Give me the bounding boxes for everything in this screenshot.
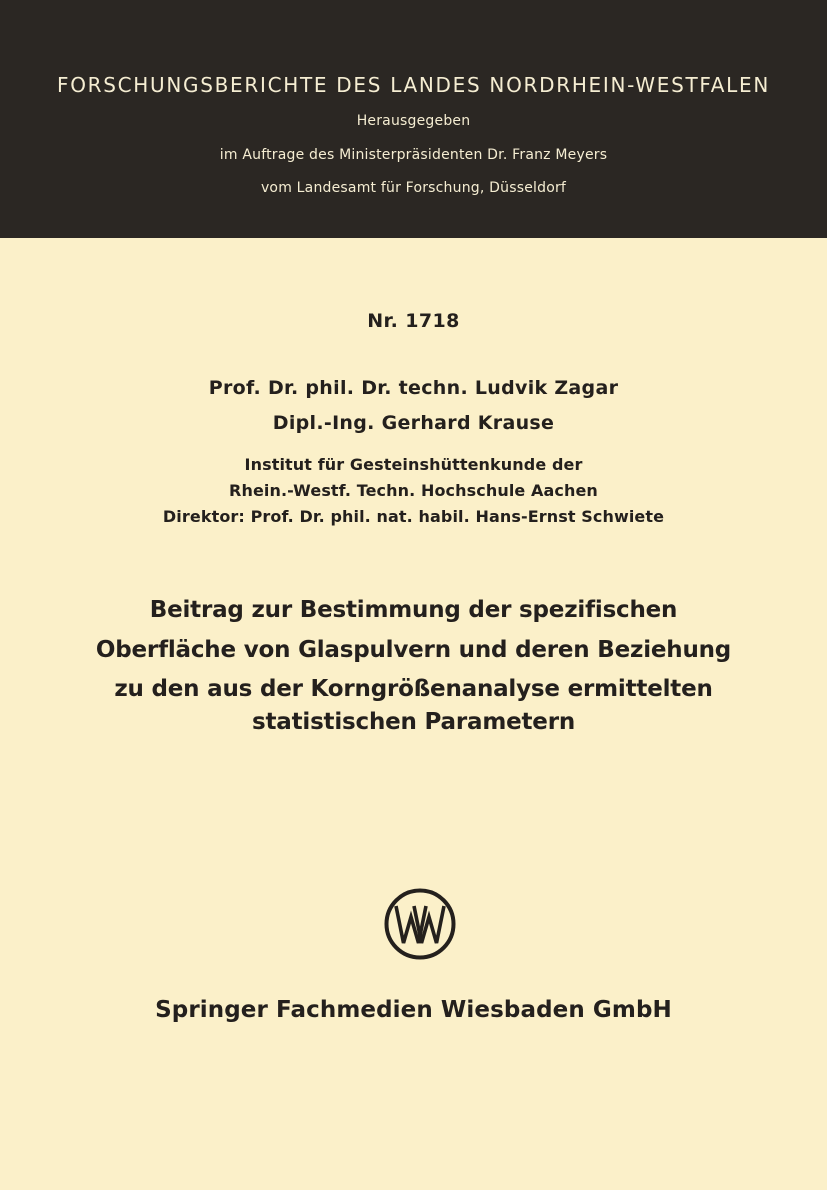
author-1: Prof. Dr. phil. Dr. techn. Ludvik Zagar	[208, 377, 619, 399]
issue-number: Nr. 1718	[367, 310, 460, 332]
work-title-line-1: Beitrag zur Bestimmung der spezifischen	[149, 597, 678, 623]
work-title-line-4: statistischen Parametern	[251, 709, 576, 735]
author-2: Dipl.-Ing. Gerhard Krause	[272, 412, 555, 434]
institution-line-1: Institut für Gesteinshüttenkunde der	[244, 455, 583, 474]
header-line-office: vom Landesamt für Forschung, Düsseldorf	[260, 180, 567, 196]
header-line-editor: Herausgegeben	[356, 113, 471, 129]
header-band	[0, 0, 827, 238]
institution-director: Direktor: Prof. Dr. phil. nat. habil. Hans-Ernst Schwiete	[162, 507, 665, 526]
work-title-line-2: Oberfläche von Glaspulvern und deren Beziehung	[95, 637, 732, 663]
springer-ww-logo-icon	[383, 887, 457, 961]
header-line-commission: im Auftrage des Ministerpräsidenten Dr. Franz Meyers	[219, 147, 608, 163]
work-title-line-3: zu den aus der Korngrößenanalyse ermittelten	[114, 676, 713, 702]
institution-line-2: Rhein.-Westf. Techn. Hochschule Aachen	[229, 481, 598, 500]
series-title: FORSCHUNGSBERICHTE DES LANDES NORDRHEIN-WESTFALEN	[57, 73, 770, 97]
publisher-name: Springer Fachmedien Wiesbaden GmbH	[155, 997, 672, 1023]
